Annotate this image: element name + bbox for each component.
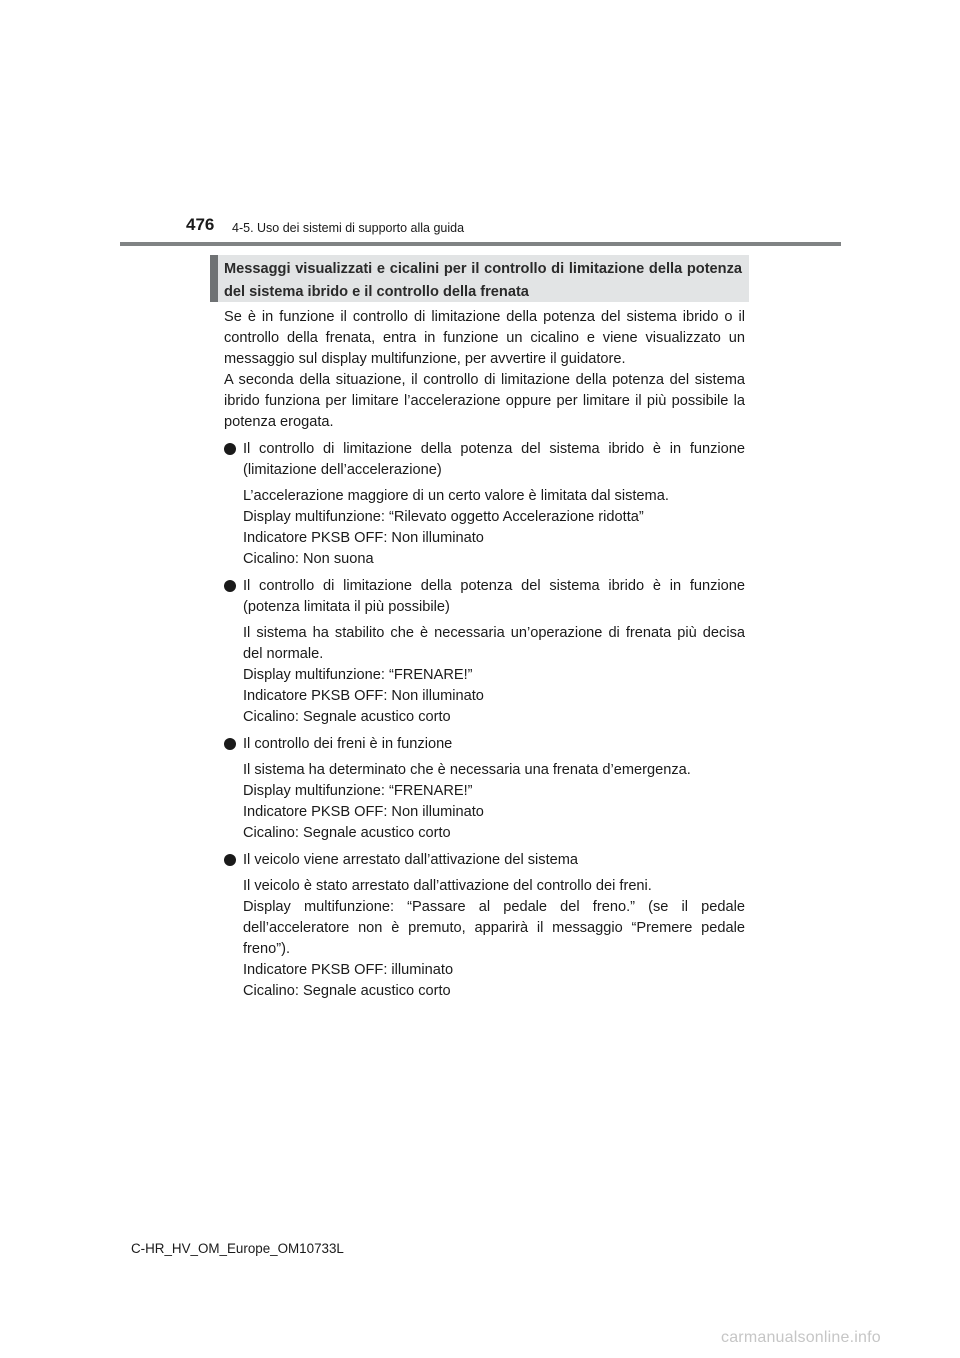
intro-text [224,307,745,433]
bullet-line: Il sistema ha stabilito che è necessaria un’operazione di frenata più decisa del normale. [243,625,745,662]
bullet-line: Indicatore PKSB OFF: Non illuminato [243,804,484,820]
bullet-line: L’accelerazione maggiore di un certo valore è limitata dal sistema. [243,488,669,504]
bullet-line: Cicalino: Segnale acustico corto [243,709,451,725]
bullet-dot-icon [224,854,236,866]
bullet-line: Display multifunzione: “Passare al pedale del freno.” (se il pedale dell’acceleratore non è premuto, apparirà il messaggio “Premere pedale freno”). [243,899,745,957]
bullet-title [224,734,745,755]
section-heading-accent-bar [210,255,218,302]
bullet-dot-icon [224,738,236,750]
bullet-title-text: Il veicolo viene arrestato dall’attivazione del sistema [243,852,579,868]
bullet-line: Display multifunzione: “Rilevato oggetto Accelerazione ridotta” [243,509,644,525]
bullet-line: Il veicolo è stato arrestato dall’attivazione del controllo dei freni. [243,878,652,894]
bullet-title [224,576,745,618]
bullet-title-text: Il controllo dei freni è in funzione [243,736,453,752]
bullet-title-text: Il controllo di limitazione della potenza del sistema ibrido è in funzione (potenza limitata il più possibile) [243,578,745,615]
bullet-line: Cicalino: Segnale acustico corto [243,983,451,999]
bullet-body [224,760,745,844]
bullet-line: Indicatore PKSB OFF: illuminato [243,962,454,978]
watermark: carmanualsonline.info [721,1329,881,1346]
bullet-dot-icon [224,580,236,592]
bullet-item-acceleration-limit [224,439,745,570]
bullet-line: Indicatore PKSB OFF: Non illuminato [243,530,484,546]
intro-paragraph: A seconda della situazione, il controllo di limitazione della potenza del sistema ibrido funziona per limitare l’accelerazione oppure per limitare il più possibile la potenza erogata. [224,372,745,430]
manual-code: C-HR_HV_OM_Europe_OM10733L [131,1241,344,1256]
header-divider [120,242,841,246]
page-number: 476 [186,215,215,234]
bullet-body [224,486,745,570]
bullet-line: Indicatore PKSB OFF: Non illuminato [243,688,484,704]
page-content [224,307,745,1002]
bullet-body [224,623,745,728]
bullet-title [224,850,745,871]
bullet-line: Cicalino: Non suona [243,551,374,567]
bullet-line: Display multifunzione: “FRENARE!” [243,783,473,799]
bullet-line: Cicalino: Segnale acustico corto [243,825,451,841]
bullet-line: Il sistema ha determinato che è necessaria una frenata d’emergenza. [243,762,691,778]
section-heading: Messaggi visualizzati e cicalini per il controllo di limitazione della potenza del sistema ibrido e il controllo della frenata [224,261,742,300]
bullet-dot-icon [224,443,236,455]
bullet-body [224,876,745,1002]
bullet-line: Display multifunzione: “FRENARE!” [243,667,473,683]
bullet-title [224,439,745,481]
intro-paragraph: Se è in funzione il controllo di limitazione della potenza del sistema ibrido o il controllo della frenata, entra in funzione un cicalino e viene visualizzato un messaggio sul display multifunzione, per avvertire il guidatore. [224,309,745,367]
bullet-item-brake-control [224,734,745,844]
bullet-item-vehicle-stopped [224,850,745,1002]
chapter-title: 4-5. Uso dei sistemi di supporto alla guida [232,221,465,235]
bullet-item-power-limit [224,576,745,728]
bullet-title-text: Il controllo di limitazione della potenza del sistema ibrido è in funzione (limitazione dell’accelerazione) [243,441,745,478]
